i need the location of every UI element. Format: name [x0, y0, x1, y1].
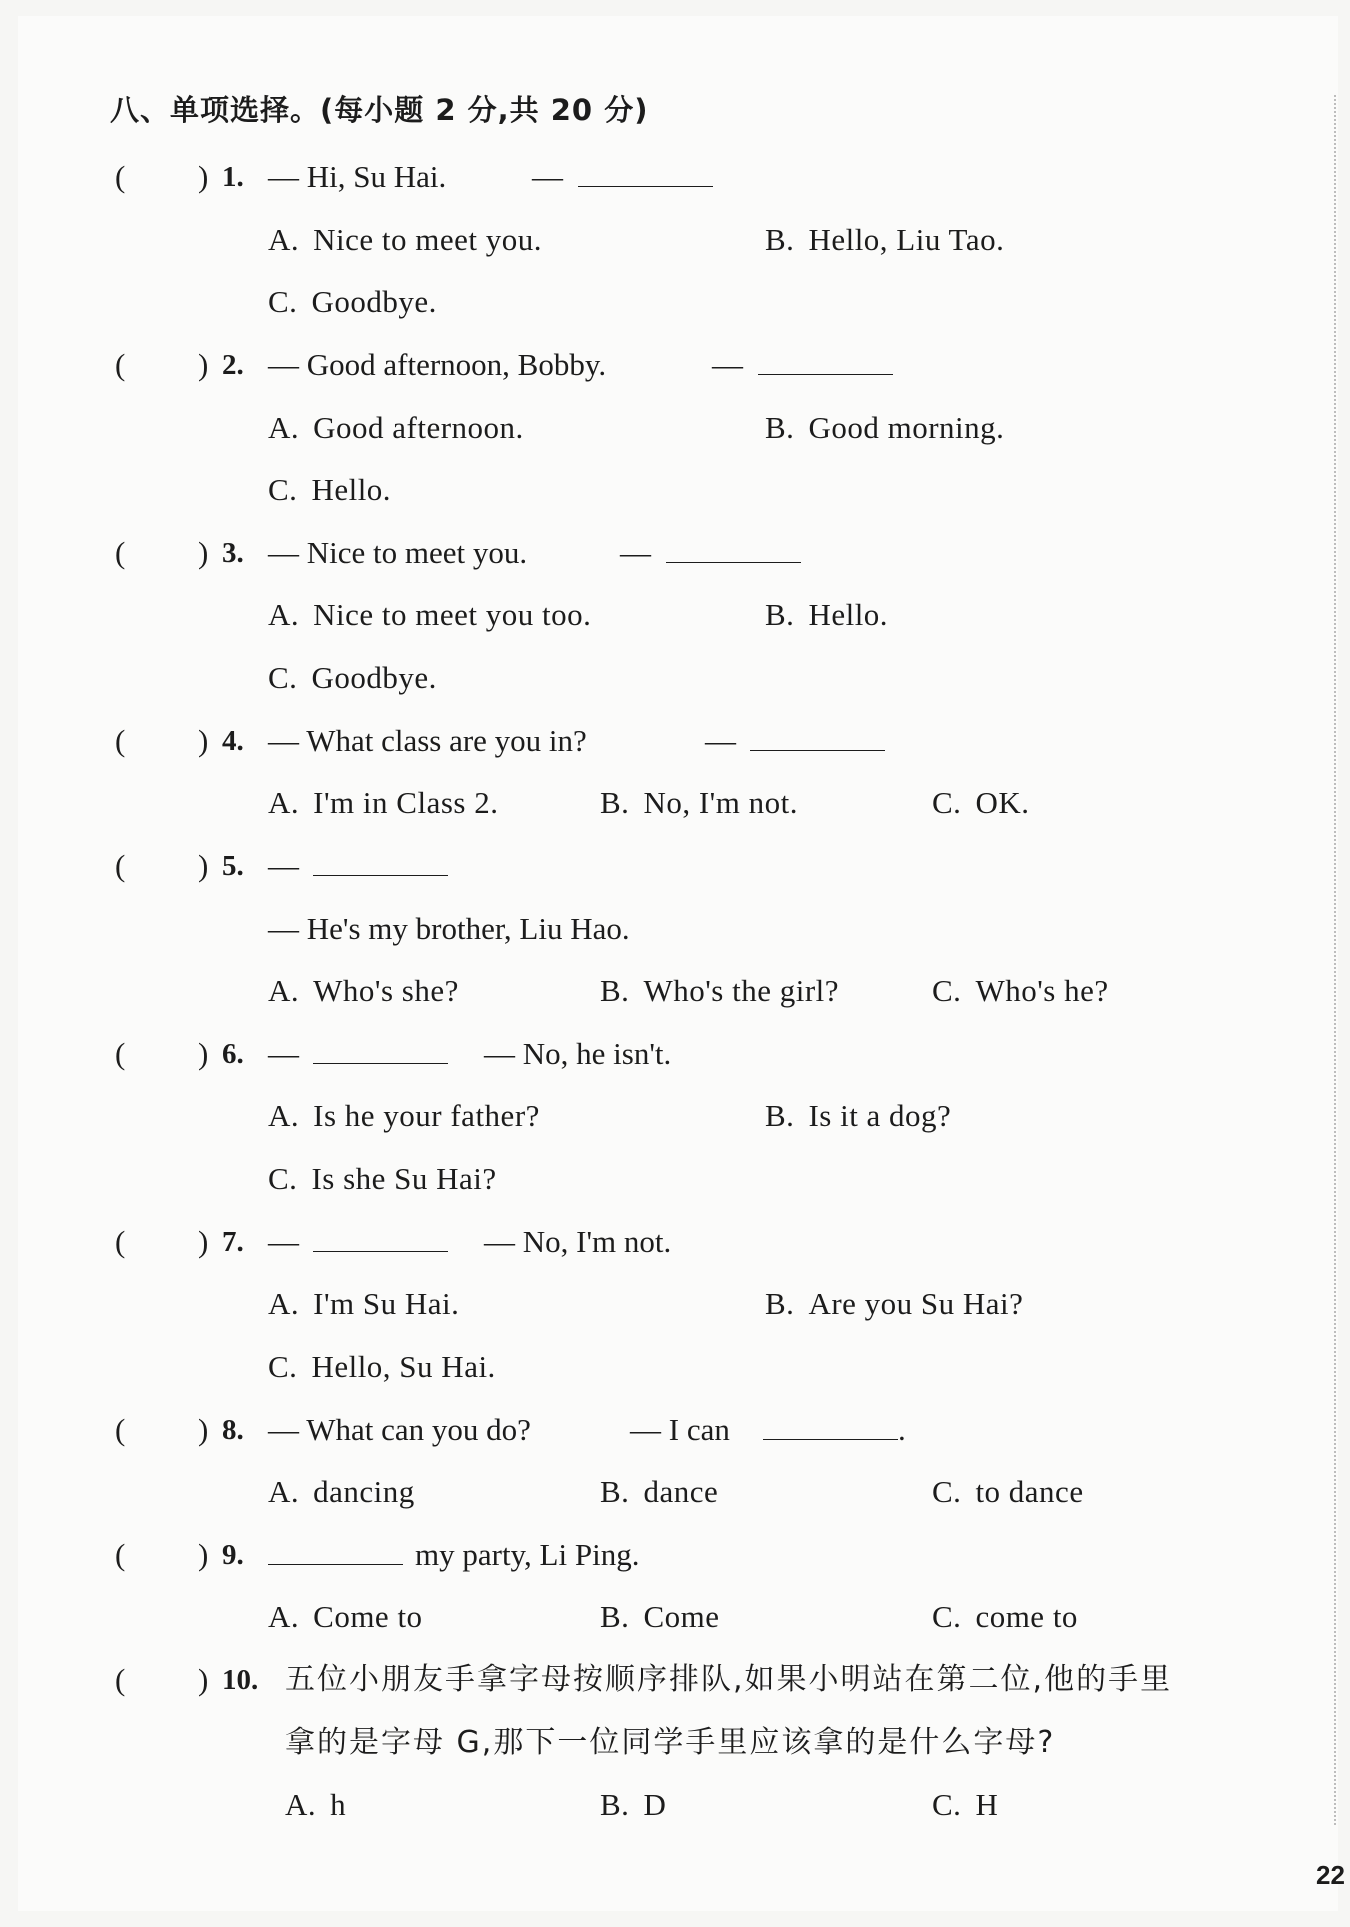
sentence-period: . — [898, 1412, 906, 1447]
reply-text: — No, I'm not. — [484, 1224, 672, 1259]
reply-dash: — — [620, 535, 651, 570]
answer-paren-close: ) — [198, 1036, 209, 1071]
margin-dotted-rule — [1334, 95, 1336, 1825]
question-number: 9. — [222, 1539, 244, 1571]
answer-blank — [763, 1405, 898, 1455]
question-text-line-2: 拿的是字母 G,那下一位同学手里应该拿的是什么字母? — [285, 1725, 1056, 1760]
option-b: B. dance — [600, 1474, 719, 1509]
page-number: 22 — [1316, 1860, 1345, 1890]
answer-paren-open: ( — [115, 1412, 126, 1447]
reply-dash: — — [532, 159, 563, 194]
option-a: A. Who's she? — [268, 973, 459, 1008]
question-dash: — — [268, 1224, 299, 1259]
option-a: A. Good afternoon. — [268, 410, 524, 445]
question-number: 10. — [222, 1664, 259, 1696]
question-text: — Nice to meet you. — [268, 535, 528, 570]
answer-blank — [268, 1530, 403, 1580]
answer-blank — [750, 716, 885, 766]
option-c: C. Who's he? — [932, 973, 1109, 1008]
question-text: — What class are you in? — [268, 723, 587, 758]
option-b: B. Hello, Liu Tao. — [765, 222, 1005, 257]
reply-text: — No, he isn't. — [484, 1036, 672, 1071]
option-b: B. Hello. — [765, 597, 889, 632]
answer-paren-open: ( — [115, 347, 126, 382]
answer-blank — [313, 1217, 448, 1267]
option-a: A. h — [285, 1787, 347, 1822]
option-c: C. Goodbye. — [268, 284, 437, 319]
answer-blank — [666, 528, 801, 578]
option-c: C. H — [932, 1787, 999, 1822]
question-number: 7. — [222, 1226, 244, 1258]
question-dash: — — [268, 1036, 299, 1071]
answer-paren-close: ) — [198, 347, 209, 382]
question-number: 6. — [222, 1038, 244, 1070]
answer-paren-close: ) — [198, 1412, 209, 1447]
answer-paren-open: ( — [115, 159, 126, 194]
question-number: 1. — [222, 161, 244, 193]
option-a: A. Nice to meet you too. — [268, 597, 592, 632]
answer-paren-open: ( — [115, 1036, 126, 1071]
question-text: — He's my brother, Liu Hao. — [268, 911, 630, 946]
answer-paren-close: ) — [198, 159, 209, 194]
question-number: 8. — [222, 1414, 244, 1446]
answer-paren-close: ) — [198, 723, 209, 758]
section-title: 八、单项选择。(每小题 2 分,共 20 分) — [110, 93, 649, 127]
answer-blank — [758, 340, 893, 390]
answer-paren-open: ( — [115, 723, 126, 758]
option-c: C. come to — [932, 1599, 1078, 1634]
option-c: C. Hello. — [268, 472, 392, 507]
answer-paren-close: ) — [198, 1224, 209, 1259]
reply-dash: — — [705, 723, 736, 758]
question-number: 2. — [222, 349, 244, 381]
option-b: B. Who's the girl? — [600, 973, 840, 1008]
option-b: B. Are you Su Hai? — [765, 1286, 1024, 1321]
answer-paren-close: ) — [198, 1662, 209, 1697]
option-a: A. I'm in Class 2. — [268, 785, 499, 820]
answer-paren-close: ) — [198, 848, 209, 883]
question-text: — Good afternoon, Bobby. — [268, 347, 607, 382]
answer-paren-close: ) — [198, 1537, 209, 1572]
answer-paren-open: ( — [115, 848, 126, 883]
answer-paren-open: ( — [115, 1224, 126, 1259]
question-text-line-1: 五位小朋友手拿字母按顺序排队,如果小明站在第二位,他的手里 — [285, 1662, 1173, 1697]
answer-paren-open: ( — [115, 1662, 126, 1697]
question-dash: — — [268, 848, 299, 883]
question-number: 3. — [222, 537, 244, 569]
question-number: 5. — [222, 850, 244, 882]
question-text: — Hi, Su Hai. — [268, 159, 447, 194]
option-b: B. No, I'm not. — [600, 785, 798, 820]
option-b: B. Good morning. — [765, 410, 1005, 445]
option-b: B. D — [600, 1787, 667, 1822]
answer-blank — [313, 841, 448, 891]
answer-paren-close: ) — [198, 535, 209, 570]
reply-dash: — — [712, 347, 743, 382]
answer-paren-open: ( — [115, 1537, 126, 1572]
option-c: C. Hello, Su Hai. — [268, 1349, 496, 1384]
option-b: B. Come — [600, 1599, 720, 1634]
option-b: B. Is it a dog? — [765, 1098, 952, 1133]
reply-text: — I can — [630, 1412, 730, 1447]
answer-blank — [578, 152, 713, 202]
option-c: C. OK. — [932, 785, 1030, 820]
option-c: C. Is she Su Hai? — [268, 1161, 497, 1196]
answer-blank — [313, 1029, 448, 1079]
option-a: A. Nice to meet you. — [268, 222, 543, 257]
option-a: A. Come to — [268, 1599, 423, 1634]
question-text: my party, Li Ping. — [415, 1537, 640, 1572]
option-c: C. Goodbye. — [268, 660, 437, 695]
option-c: C. to dance — [932, 1474, 1084, 1509]
option-a: A. I'm Su Hai. — [268, 1286, 460, 1321]
option-a: A. Is he your father? — [268, 1098, 540, 1133]
question-number: 4. — [222, 725, 244, 757]
question-text: — What can you do? — [268, 1412, 531, 1447]
answer-paren-open: ( — [115, 535, 126, 570]
option-a: A. dancing — [268, 1474, 415, 1509]
